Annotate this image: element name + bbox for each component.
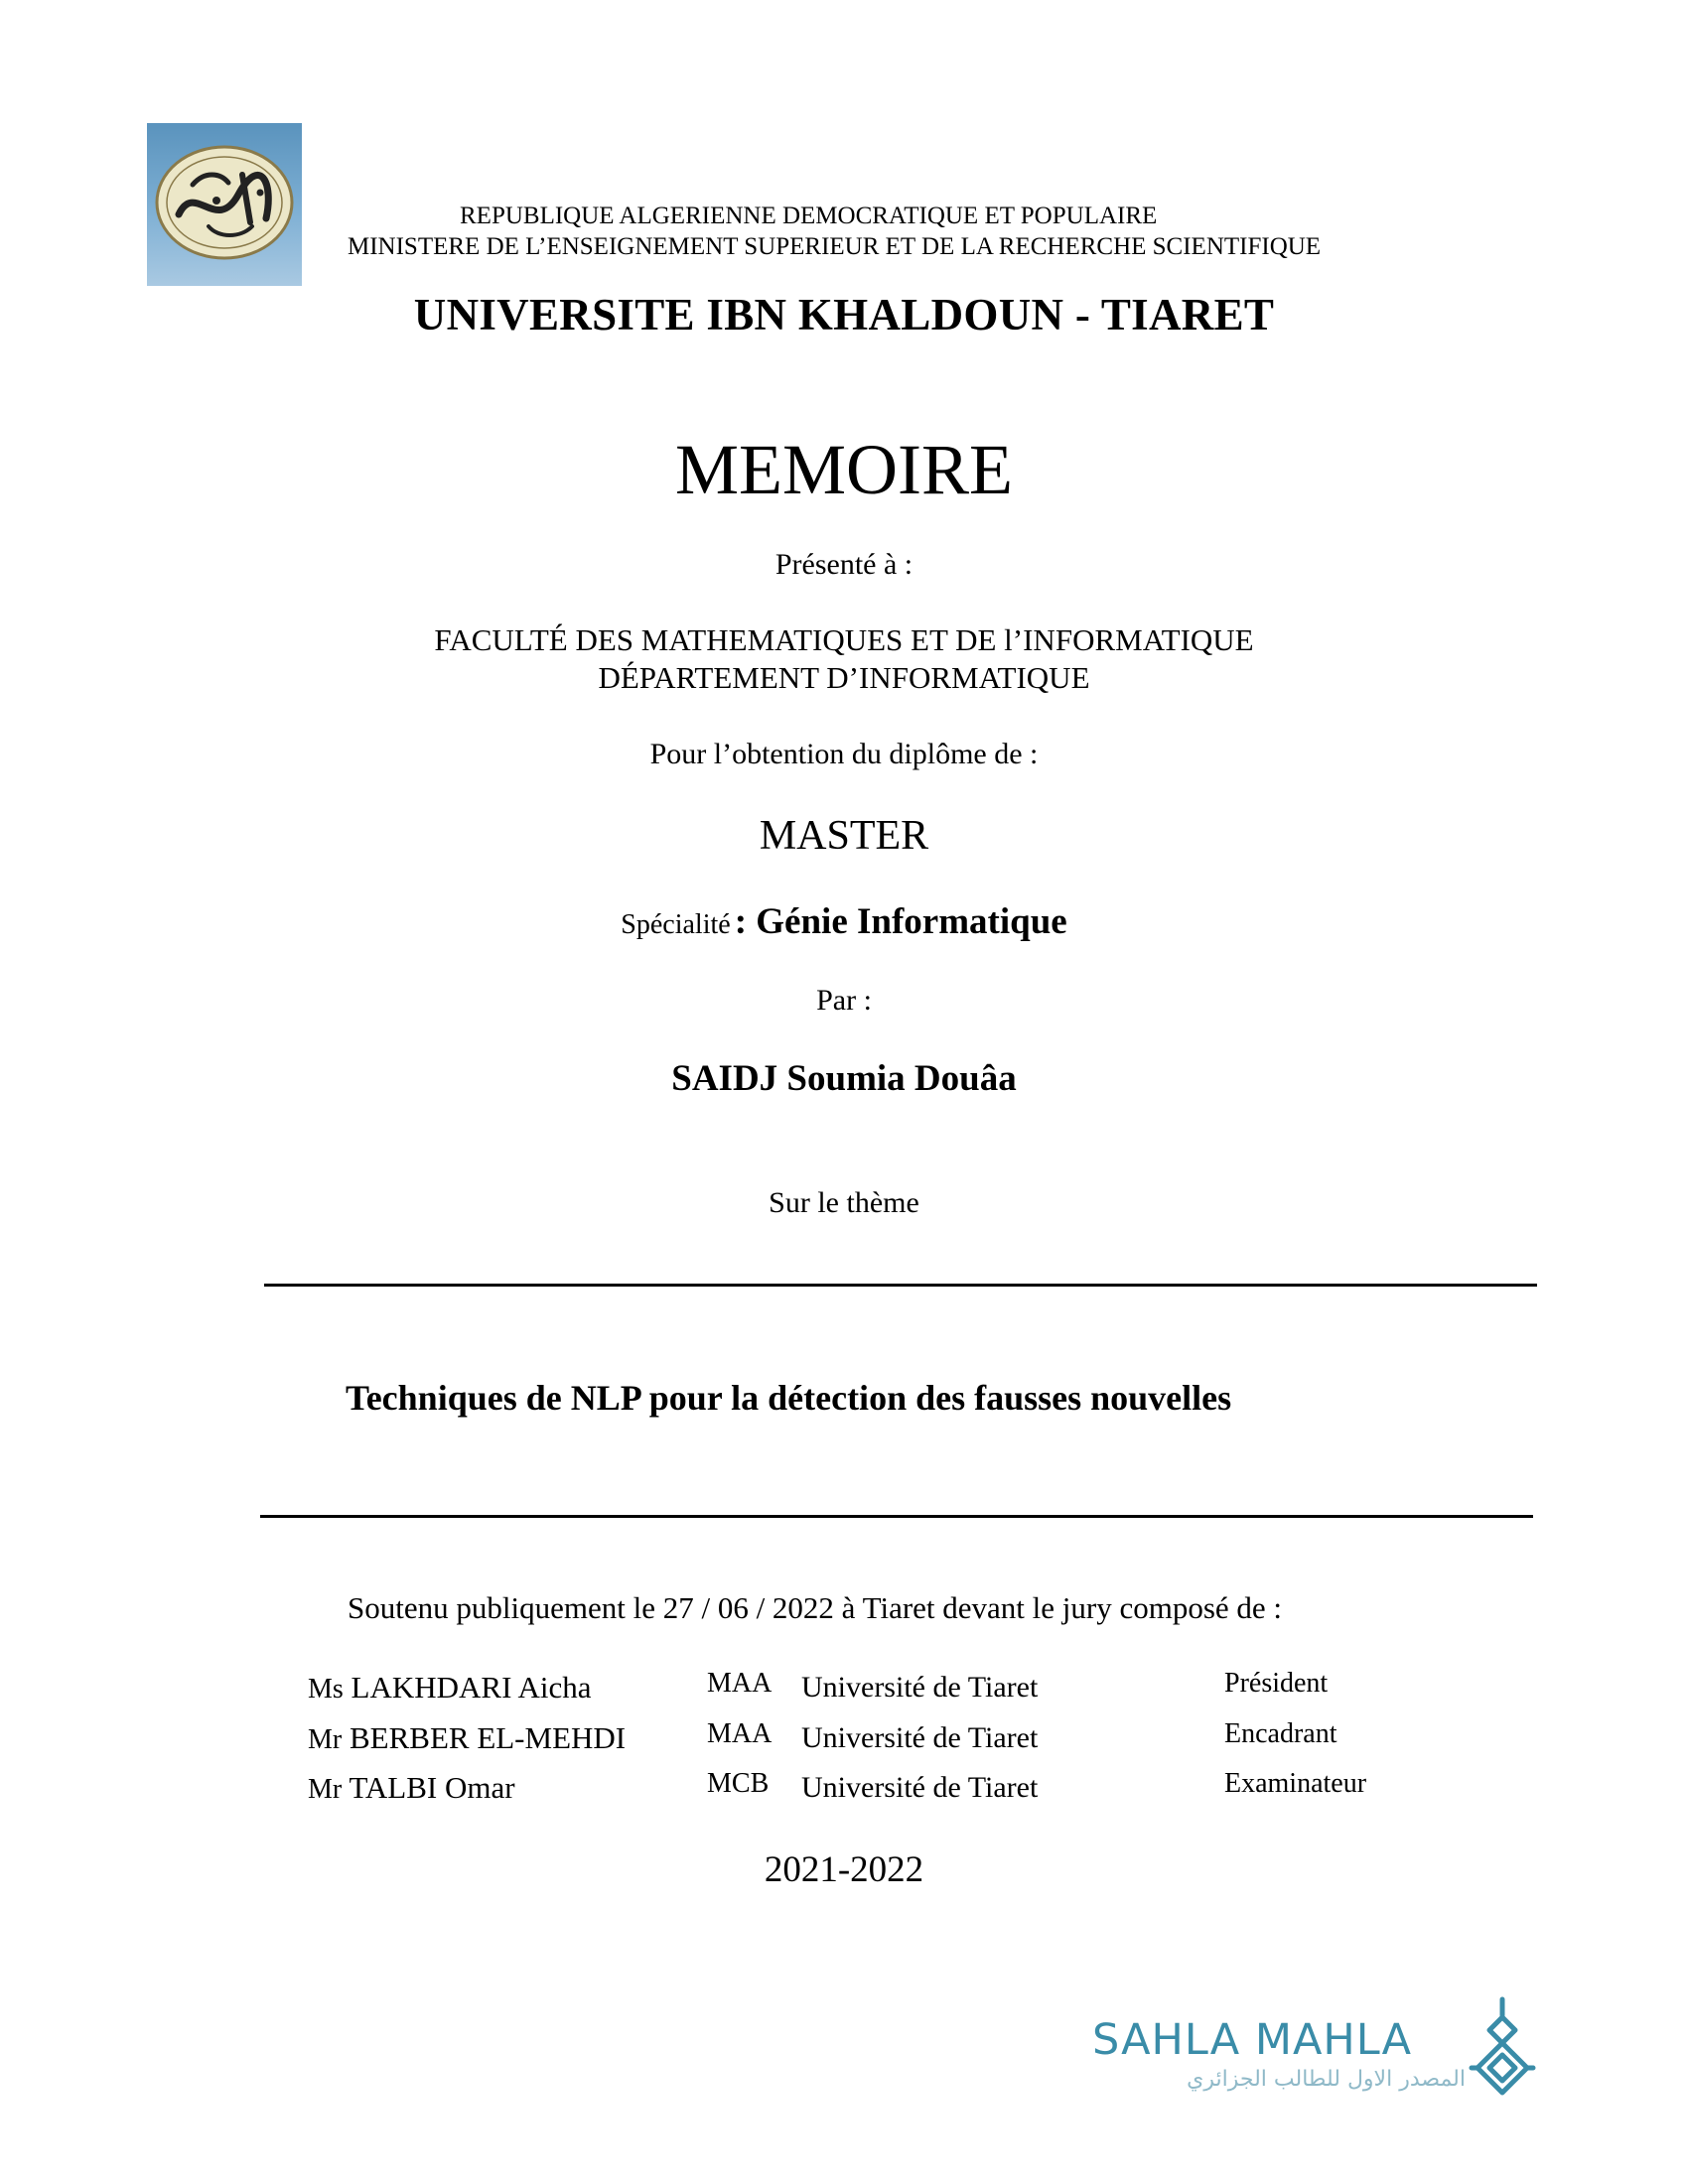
republic-heading: REPUBLIQUE ALGERIENNE DEMOCRATIQUE ET POPULAIRE	[460, 203, 1158, 229]
ministry-heading: MINISTERE DE L’ENSEIGNEMENT SUPERIEUR ET DE LA RECHERCHE SCIENTIFIQUE	[348, 233, 1322, 260]
obtention-label: Pour l’obtention du diplôme de :	[649, 738, 1039, 770]
author-name: SAIDJ Soumia Douâa	[671, 1058, 1017, 1099]
sahla-mahla-brand: SAHLA MAHLA	[1092, 2015, 1413, 2065]
jury-title: Mr	[308, 1774, 343, 1805]
speciality-value: : Génie Informatique	[734, 901, 1067, 942]
university-logo	[147, 123, 302, 286]
jury-name: LAKHDARI Aicha	[351, 1670, 592, 1705]
jury-member	[308, 1718, 626, 1760]
jury-grade: MAA	[707, 1718, 773, 1749]
sahla-mahla-tagline: المصدر الاول للطالب الجزائري	[1187, 2067, 1466, 2092]
jury-member	[308, 1668, 591, 1709]
university-emblem-icon	[147, 123, 302, 286]
jury-role: Encadrant	[1224, 1718, 1337, 1749]
jury-name: TALBI Omar	[349, 1770, 515, 1805]
department-name: DÉPARTEMENT D’INFORMATIQUE	[598, 660, 1090, 695]
jury-grade: MCB	[707, 1768, 770, 1799]
jury-role: Examinateur	[1224, 1768, 1367, 1799]
sahla-mahla-watermark	[1092, 1993, 1539, 2103]
university-name: UNIVERSITE IBN KHALDOUN - TIARET	[413, 290, 1275, 340]
speciality-line	[0, 900, 1688, 943]
defense-statement: Soutenu publiquement le 27 / 06 / 2022 à Tiaret devant le jury composé de :	[348, 1590, 1283, 1625]
jury-grade: MAA	[707, 1668, 773, 1699]
speciality-label: Spécialité	[621, 909, 731, 940]
jury-row	[0, 1714, 1688, 1754]
academic-year: 2021-2022	[764, 1849, 924, 1890]
degree-name: MASTER	[759, 813, 929, 859]
jury-role: Président	[1224, 1668, 1329, 1699]
title-bottom-rule	[260, 1515, 1533, 1518]
document-type: MEMOIRE	[675, 430, 1013, 509]
jury-institution: Université de Tiaret	[801, 1771, 1039, 1804]
title-top-rule	[264, 1284, 1537, 1287]
jury-row	[0, 1664, 1688, 1704]
jury-institution: Université de Tiaret	[801, 1721, 1039, 1754]
faculty-name: FACULTÉ DES MATHEMATIQUES ET DE l’INFORMATIQUE	[434, 622, 1254, 657]
jury-name: BERBER EL-MEHDI	[349, 1720, 627, 1755]
jury-row	[0, 1764, 1688, 1804]
presented-to-label: Présenté à :	[774, 548, 914, 581]
thesis-title: Techniques de NLP pour la détection des fausses nouvelles	[346, 1378, 1232, 1418]
theme-label: Sur le thème	[769, 1186, 919, 1219]
jury-institution: Université de Tiaret	[801, 1671, 1039, 1704]
jury-title: Ms	[308, 1674, 344, 1705]
jury-table	[0, 1664, 1688, 1813]
jury-title: Mr	[308, 1724, 343, 1755]
jury-member	[308, 1768, 515, 1810]
sahla-mahla-emblem-icon	[1468, 1993, 1537, 2103]
by-label: Par :	[816, 984, 872, 1017]
